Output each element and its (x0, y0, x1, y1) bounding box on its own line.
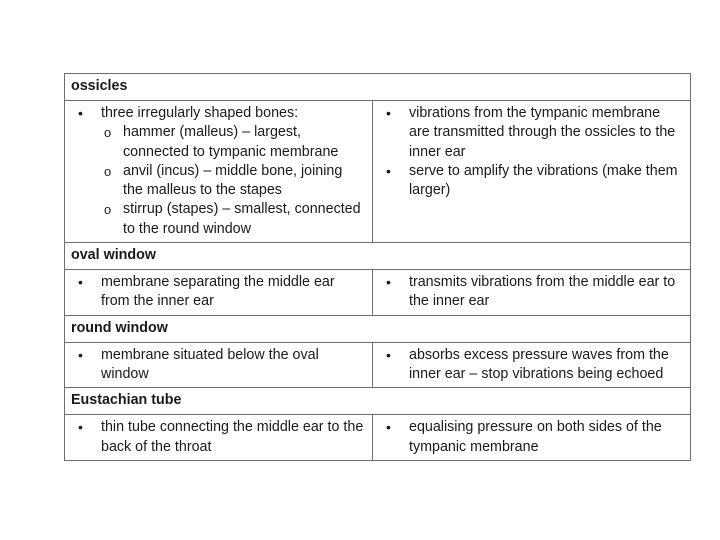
bullet-list (65, 273, 366, 312)
bullet-item: • transmits vibrations from the middle ear to the inner ear (373, 273, 684, 312)
section-content-row (65, 415, 691, 461)
section-title-eustachian-tube: Eustachian tube (65, 388, 691, 415)
bullet-list (373, 418, 684, 457)
structure-description-cell (65, 270, 373, 316)
bullet-list (373, 273, 684, 312)
bullet-item: • equalising pressure on both sides of the tympanic membrane (373, 418, 684, 457)
bullet-item: • membrane situated below the oval window (65, 346, 366, 385)
bullet-list (373, 104, 684, 200)
section-title-oval-window: oval window (65, 243, 691, 270)
section-content-row (65, 101, 691, 243)
bullet-text: three irregularly shaped bones: (101, 105, 299, 121)
structure-description-cell (65, 342, 373, 388)
sub-bullet-anvil: o anvil (incus) – middle bone, joining the malleus to the stapes (101, 162, 366, 201)
section-title-round-window: round window (65, 315, 691, 342)
sub-bullet-stirrup: o stirrup (stapes) – smallest, connected to the round window (101, 200, 366, 239)
function-description-cell (373, 101, 691, 243)
bullet-list (373, 346, 684, 385)
section-header-row (65, 74, 691, 101)
function-description-cell (373, 270, 691, 316)
bullet-item (65, 104, 366, 239)
structure-description-cell (65, 415, 373, 461)
section-header-row (65, 243, 691, 270)
section-content-row (65, 270, 691, 316)
structure-description-cell (65, 101, 373, 243)
ear-structures-table (64, 73, 691, 461)
function-description-cell (373, 415, 691, 461)
bullet-item: • membrane separating the middle ear from the inner ear (65, 273, 366, 312)
function-description-cell (373, 342, 691, 388)
bullet-list (65, 418, 366, 457)
sub-bullet-hammer: o hammer (malleus) – largest, connected to tympanic membrane (101, 123, 366, 162)
bullet-item: • serve to amplify the vibrations (make them larger) (373, 162, 684, 201)
sub-bullet-list (101, 123, 366, 239)
section-header-row (65, 388, 691, 415)
section-content-row (65, 342, 691, 388)
bullet-item: • absorbs excess pressure waves from the inner ear – stop vibrations being echoed (373, 346, 684, 385)
bullet-item: • vibrations from the tympanic membrane are transmitted through the ossicles to the inner ear (373, 104, 684, 162)
section-title-ossicles: ossicles (65, 74, 691, 101)
bullet-list (65, 346, 366, 385)
bullet-list (65, 104, 366, 239)
bullet-item: • thin tube connecting the middle ear to the back of the throat (65, 418, 366, 457)
section-header-row (65, 315, 691, 342)
